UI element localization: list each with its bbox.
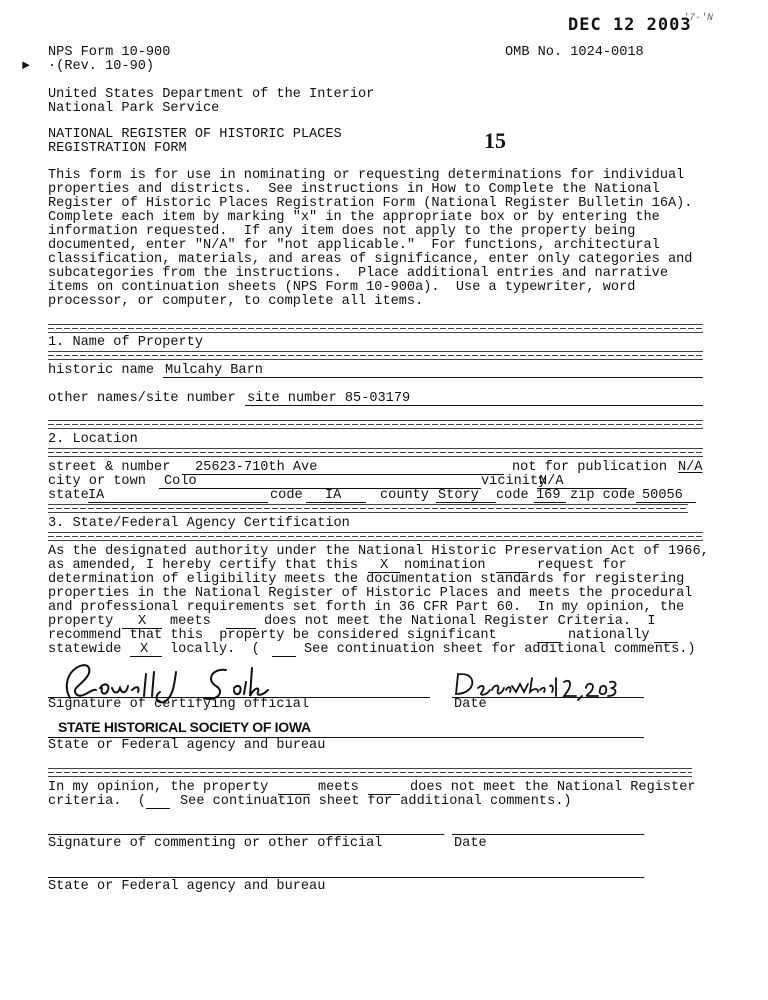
section-divider	[48, 324, 703, 333]
zip-field[interactable]: 50056	[642, 488, 683, 503]
opinion-agency-line[interactable]	[48, 877, 644, 878]
certifying-date-label: Date	[454, 697, 487, 712]
county-code-field[interactable]: 169	[536, 488, 561, 503]
cert-line: nomination	[404, 558, 486, 573]
city-line	[159, 488, 481, 489]
section-heading: 3. State/Federal Agency Certification	[48, 516, 350, 531]
certifying-signature-label: Signature of certifying official	[48, 697, 310, 712]
state-code-label: code	[270, 488, 303, 503]
intro-line: documented, enter "N/A" for "not applicable." For functions, architectural	[48, 238, 660, 253]
not-for-publication-field[interactable]: N/A	[678, 460, 703, 475]
section-divider	[48, 420, 703, 429]
city-field[interactable]: Colo	[164, 474, 197, 489]
section-divider	[48, 448, 703, 457]
intro-line: classification, materials, and areas of significance, enter only categories and	[48, 252, 693, 267]
state-field[interactable]: IA	[88, 488, 105, 503]
not-for-publication-label: not for publication	[512, 460, 667, 475]
agency-label: State or Federal agency and bureau	[48, 738, 326, 753]
cert-line: and professional requirements set forth in 36 CFR Part 60. In my opinion, the	[48, 600, 685, 615]
cert-line: locally. (	[170, 642, 260, 657]
county-label: county	[380, 488, 429, 503]
historic-name-label: historic name	[48, 363, 155, 378]
commenting-date-line[interactable]	[452, 834, 644, 835]
intro-line: properties and districts. See instructions in How to Complete the National	[48, 182, 660, 197]
cert-line: determination of eligibility meets the documentation standards for registering	[48, 572, 685, 587]
section-divider	[48, 504, 688, 513]
cert-line: as amended, I hereby certify that this	[48, 558, 358, 573]
cert-line: property	[48, 614, 114, 629]
county-code-label: code	[496, 488, 529, 503]
intro-line: subcategories from the instructions. Place additional entries and narrative	[48, 266, 668, 281]
section-divider	[48, 351, 703, 360]
vicinity-field[interactable]: N/A	[539, 474, 564, 489]
statewide-checkbox[interactable]: X	[140, 642, 149, 657]
cert-line: As the designated authority under the National Historic Preservation Act of 1966,	[48, 544, 709, 559]
section-heading: 1. Name of Property	[48, 335, 203, 350]
cert-line: does not meet the National Register Criteria. I	[264, 614, 656, 629]
department-name: United States Department of the Interior	[48, 87, 375, 102]
opinion-line: criteria. (	[48, 794, 146, 809]
cert-line: statewide	[48, 642, 122, 657]
section-divider	[48, 532, 703, 541]
opinion-agency-label: State or Federal agency and bureau	[48, 879, 326, 894]
continuation-checkbox[interactable]	[272, 656, 296, 657]
form-subtitle: REGISTRATION FORM	[48, 141, 187, 156]
cert-line: request for	[537, 558, 627, 573]
service-name: National Park Service	[48, 101, 220, 116]
handwritten-mark: '7-'N	[683, 13, 714, 24]
received-date-stamp: DEC 12 2003	[568, 15, 692, 35]
opinion-line: meets	[318, 780, 359, 795]
section-divider	[48, 768, 692, 777]
section-heading: 2. Location	[48, 432, 138, 447]
intro-line: information requested. If any item does not apply to the property being	[48, 224, 636, 239]
commenting-date-label: Date	[454, 836, 487, 851]
opinion-line: See continuation sheet for additional comments.)	[180, 794, 572, 809]
opinion-line: In my opinion, the property	[48, 780, 269, 795]
intro-line: Register of Historic Places Registration Form (National Register Bulletin 16A).	[48, 196, 693, 211]
state-label: state	[48, 488, 89, 503]
omb-number: OMB No. 1024-0018	[505, 45, 644, 60]
intro-line: This form is for use in nominating or requesting determinations for individual	[48, 168, 685, 183]
form-revision: ·(Rev. 10-90)	[48, 59, 155, 74]
cert-line: nationally	[568, 628, 650, 643]
cert-line: meets	[170, 614, 211, 629]
zip-label: zip code	[570, 488, 636, 503]
intro-line: Complete each item by marking "x" in the appropriate box or by entering the	[48, 210, 660, 225]
city-label: city or town	[48, 474, 146, 489]
cert-line: properties in the National Register of Historic Places and meets the procedural	[48, 586, 693, 601]
other-names-label: other names/site number	[48, 391, 236, 406]
meets-checkbox[interactable]: X	[138, 614, 147, 629]
vicinity-label: vicinity	[481, 474, 547, 489]
other-names-field[interactable]: site number 85-03179	[247, 391, 411, 406]
state-line	[88, 502, 268, 503]
agency-stamp: STATE HISTORICAL SOCIETY OF IOWA	[58, 719, 311, 735]
form-number: NPS Form 10-900	[48, 45, 171, 60]
cert-line: See continuation sheet for additional comments.)	[304, 642, 696, 657]
opinion-line: does not meet the National Register	[410, 780, 696, 795]
state-code-field[interactable]: IA	[325, 488, 342, 503]
handwritten-number: 15	[484, 128, 506, 153]
intro-line: items on continuation sheets (NPS Form 10-900a). Use a typewriter, word	[48, 280, 636, 295]
street-field[interactable]: 25623-710th Ave	[195, 460, 318, 475]
cert-line: recommend that this property be considered significant	[48, 628, 497, 643]
intro-line: processor, or computer, to complete all items.	[48, 294, 424, 309]
arrow-mark-icon: ►	[22, 58, 30, 73]
historic-name-field[interactable]: Mulcahy Barn	[165, 363, 263, 378]
street-label: street & number	[48, 460, 171, 475]
commenting-signature-line[interactable]	[48, 834, 444, 835]
opinion-continuation-checkbox[interactable]	[146, 808, 170, 809]
form-title: NATIONAL REGISTER OF HISTORIC PLACES	[48, 127, 342, 142]
county-field[interactable]: Story	[438, 488, 479, 503]
commenting-signature-label: Signature of commenting or other official	[48, 836, 383, 851]
nomination-checkbox[interactable]: X	[380, 558, 389, 573]
